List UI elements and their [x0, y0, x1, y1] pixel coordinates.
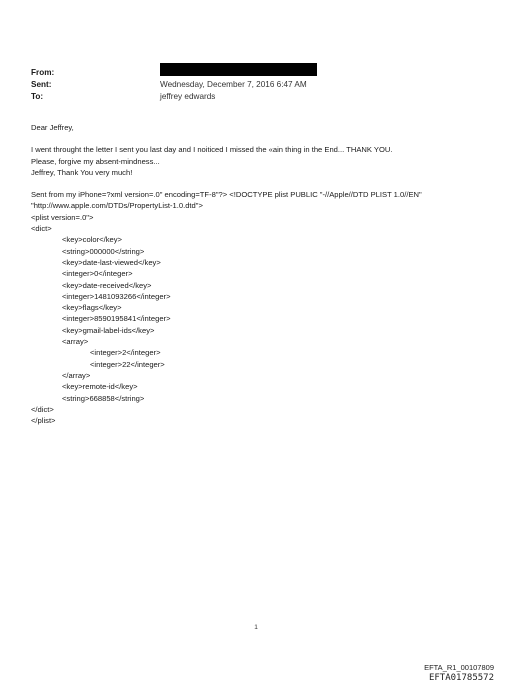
dict-line: <key>flags</key>: [62, 303, 122, 313]
plist-close-line: </plist>: [31, 416, 56, 426]
message-line: Jeffrey, Thank You very much!: [31, 167, 133, 177]
dict-line: <integer>0</integer>: [62, 269, 133, 279]
dict-line: <key>date-received</key>: [62, 280, 152, 290]
bates-number-large: EFTA01785572: [428, 673, 494, 683]
to-value: jeffrey edwards: [160, 92, 216, 101]
dict-line: <array>: [62, 337, 89, 347]
signature-line: Sent from my iPhone=?xml version=.0" encoding=TF-8"?> <!DOCTYPE plist PUBLIC "-//Apple//DTD PLIST 1.0//EN": [31, 190, 422, 200]
dict-line: <key>remote-id</key>: [62, 382, 138, 392]
dict-line: <key>color</key>: [62, 235, 122, 245]
from-label: From:: [31, 68, 55, 77]
message-line: I went throught the letter I sent you last day and I noiticed I missed the «ain thing in the End... THANK YOU.: [31, 145, 393, 155]
sent-label: Sent:: [31, 80, 52, 89]
dict-line: <integer>1481093266</integer>: [62, 291, 171, 301]
to-label: To:: [31, 92, 44, 101]
dict-line: <string>668858</string>: [62, 393, 145, 403]
email-body: [31, 122, 481, 426]
dict-line: <string>000000</string>: [62, 246, 145, 256]
dict-line: <key>gmail-label-ids</key>: [62, 325, 155, 335]
dict-line: <key>date-last-viewed</key>: [62, 257, 161, 267]
greeting: Dear Jeffrey,: [31, 123, 74, 132]
dict-line: </array>: [62, 370, 91, 380]
message-line: Please, forgive my absent-mindness...: [31, 156, 160, 166]
signature-line: "http://www.apple.com/DTDs/PropertyList-1.0.dtd">: [31, 201, 203, 211]
bates-number-small: EFTA_R1_00107809: [424, 663, 494, 672]
dict-open-line: <dict>: [31, 224, 52, 234]
array-line: <integer>2</integer>: [90, 348, 161, 358]
array-line: <integer>22</integer>: [90, 359, 165, 369]
dict-close-line: </dict>: [31, 404, 54, 414]
redaction-block: [160, 63, 317, 76]
plist-open-line: <plist version=.0">: [31, 212, 94, 222]
sent-value: Wednesday, December 7, 2016 6:47 AM: [160, 80, 307, 89]
dict-line: <integer>8590195841</integer>: [62, 314, 171, 324]
page-number: 1: [254, 624, 258, 631]
